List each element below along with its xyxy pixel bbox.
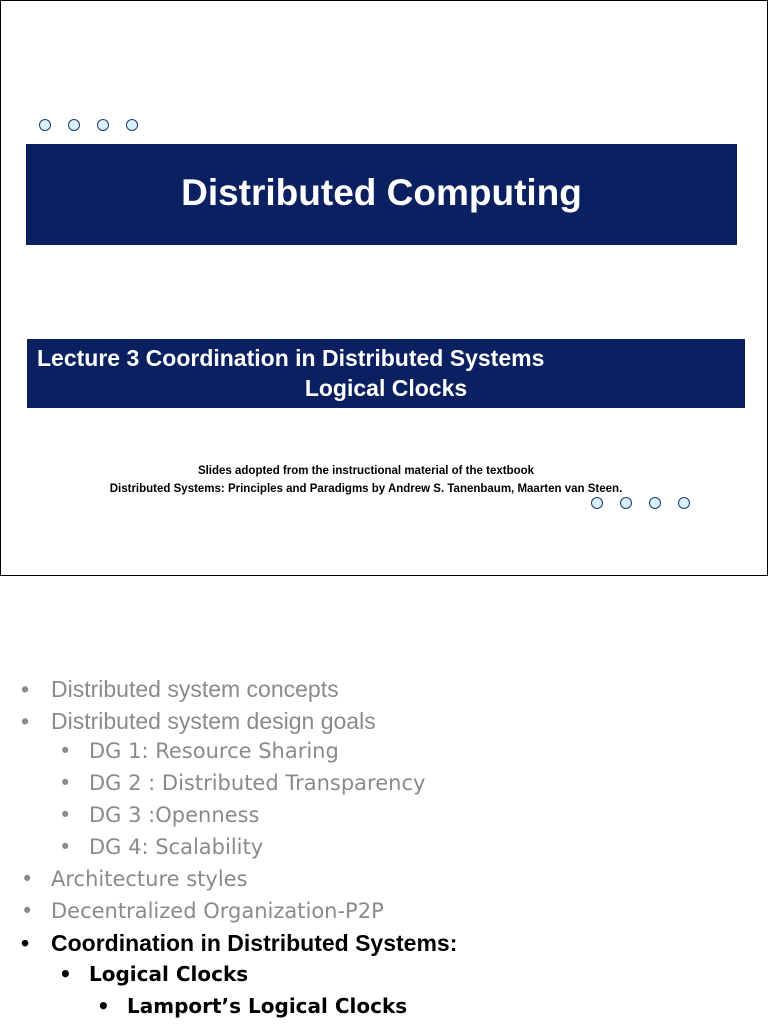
outline-item-text: Distributed system design goals (51, 708, 376, 734)
outline-item-text: Distributed system concepts (51, 676, 339, 702)
circle-icon (649, 497, 661, 509)
credit-line-2: Distributed Systems: Principles and Paradigms by Andrew S. Tanenbaum, Maarten van Steen. (109, 483, 623, 495)
outline-item-text: Lamport’s Logical Clocks (127, 994, 408, 1018)
bullet-icon: • (59, 771, 72, 795)
outline-item (21, 708, 376, 735)
bullet-icon: • (59, 739, 72, 763)
outline-item-text: Decentralized Organization-P2P (51, 899, 384, 923)
circle-icon (620, 497, 632, 509)
outline-subitem (59, 739, 339, 763)
outline-item (21, 676, 339, 703)
title-band (26, 144, 737, 245)
decorative-dots-top (39, 119, 138, 131)
outline-item-text: DG 3 :Openness (89, 803, 260, 827)
outline-subsubitem-current (97, 994, 408, 1018)
credit-line-1: Slides adopted from the instructional material of the textbook (197, 465, 535, 477)
circle-icon (591, 497, 603, 509)
bullet-icon: • (59, 835, 72, 859)
outline-item-text: Logical Clocks (89, 962, 249, 986)
outline-item-text: DG 1: Resource Sharing (89, 739, 339, 763)
circle-icon (68, 119, 80, 131)
outline-subitem (59, 835, 264, 859)
circle-icon (39, 119, 51, 131)
bullet-icon: • (59, 962, 72, 986)
bullet-icon: • (21, 930, 30, 956)
subtitle-line-1: Lecture 3 Coordination in Distributed Systems (37, 345, 545, 371)
circle-icon (97, 119, 109, 131)
outline-subitem (59, 803, 260, 827)
outline-item (21, 867, 248, 891)
slide-title: Distributed Computing (181, 171, 582, 213)
subtitle-band (27, 339, 745, 408)
bullet-icon: • (59, 803, 72, 827)
circle-icon (126, 119, 138, 131)
circle-icon (678, 497, 690, 509)
bullet-icon: • (97, 994, 110, 1018)
outline-item-text: DG 2 : Distributed Transparency (89, 771, 426, 795)
subtitle-line-2: Logical Clocks (304, 375, 468, 401)
bullet-icon: • (21, 867, 34, 891)
outline-item-text: Coordination in Distributed Systems: (51, 930, 458, 956)
outline-item (21, 899, 384, 923)
outline-subitem-current (59, 962, 249, 986)
outline-subitem (59, 771, 426, 795)
decorative-dots-bottom (591, 497, 690, 509)
outline-item-text: DG 4: Scalability (89, 835, 264, 859)
outline-item-current (21, 930, 458, 957)
bullet-icon: • (21, 708, 30, 734)
bullet-icon: • (21, 899, 34, 923)
bullet-icon: • (21, 676, 30, 702)
outline-item-text: Architecture styles (51, 867, 248, 891)
